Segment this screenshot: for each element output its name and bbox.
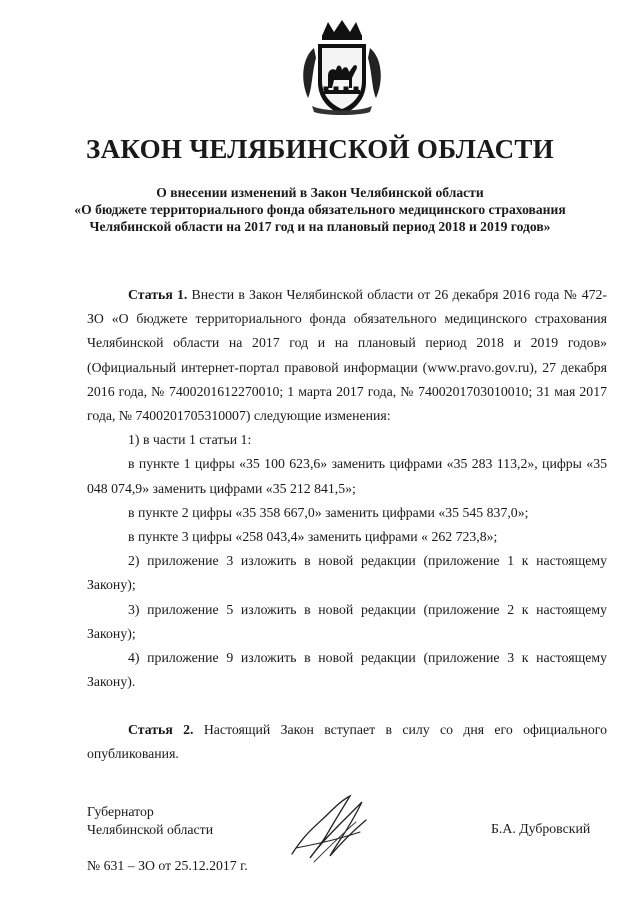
coat-of-arms-icon [294, 18, 390, 118]
subtitle-line: О внесении изменений в Закон Челябинской области [156, 185, 484, 200]
article-2-paragraph [87, 718, 607, 766]
governor-title-line: Губернатор [87, 804, 154, 819]
handwritten-signature [286, 792, 382, 874]
article-2-heading: Статья 2. [128, 722, 194, 737]
governor-title-line: Челябинской области [87, 822, 214, 837]
article-2-text: Настоящий Закон вступает в силу со дня его официального опубликования. [87, 722, 607, 762]
amendment-item: 3) приложение 5 изложить в новой редакции (приложение 2 к настоящему Закону); [87, 601, 607, 641]
article-1-intro-paragraph [87, 283, 607, 428]
subtitle-line: «О бюджете территориального фонда обязательного медицинского страхования [74, 202, 566, 217]
subtitle-line: Челябинской области на 2017 год и на плановый период 2018 и 2019 годов» [89, 219, 551, 234]
law-subtitle [40, 184, 600, 235]
law-number-date: № 631 – ЗО от 25.12.2017 г. [87, 858, 248, 873]
amendment-item: 2) приложение 3 изложить в новой редакции (приложение 1 к настоящему Закону); [87, 553, 607, 593]
amendment-item: 1) в части 1 статьи 1: [128, 432, 252, 448]
article-2 [87, 718, 607, 766]
amendment-item: в пункте 2 цифры «35 358 667,0» заменить цифрами «35 545 837,0»; [128, 504, 529, 520]
article-1-intro: Внести в Закон Челябинской области от 26 декабря 2016 года № 472-ЗО «О бюджете территориального фонда обязательного медицинского страхования Челябинской области на 2017 год и на плановый период 2018 и 2019 годов» (Официальный интернет-портал правовой информации (www.pravo.gov.ru), 27 декабря 2016 года, № 7400201612270010; 1 марта 2017 года, № 7400201703010010; 31 мая 2017 года, № 7400201705310007) следующие изменения: [87, 287, 608, 424]
governor-name: Б.А. Дубровский [491, 821, 591, 836]
article-1-heading: Статья 1. [128, 287, 188, 302]
amendment-item: в пункте 1 цифры «35 100 623,6» заменить цифрами «35 283 113,2», цифры «35 048 074,9» заменить цифрами «35 212 841,5»; [87, 456, 607, 496]
amendment-item: в пункте 3 цифры «258 043,4» заменить цифрами « 262 723,8»; [128, 529, 498, 545]
amendment-item: 4) приложение 9 изложить в новой редакции (приложение 3 к настоящему Закону). [87, 650, 607, 690]
governor-title [87, 803, 213, 839]
article-1 [87, 283, 607, 694]
law-title: ЗАКОН ЧЕЛЯБИНСКОЙ ОБЛАСТИ [86, 134, 554, 164]
